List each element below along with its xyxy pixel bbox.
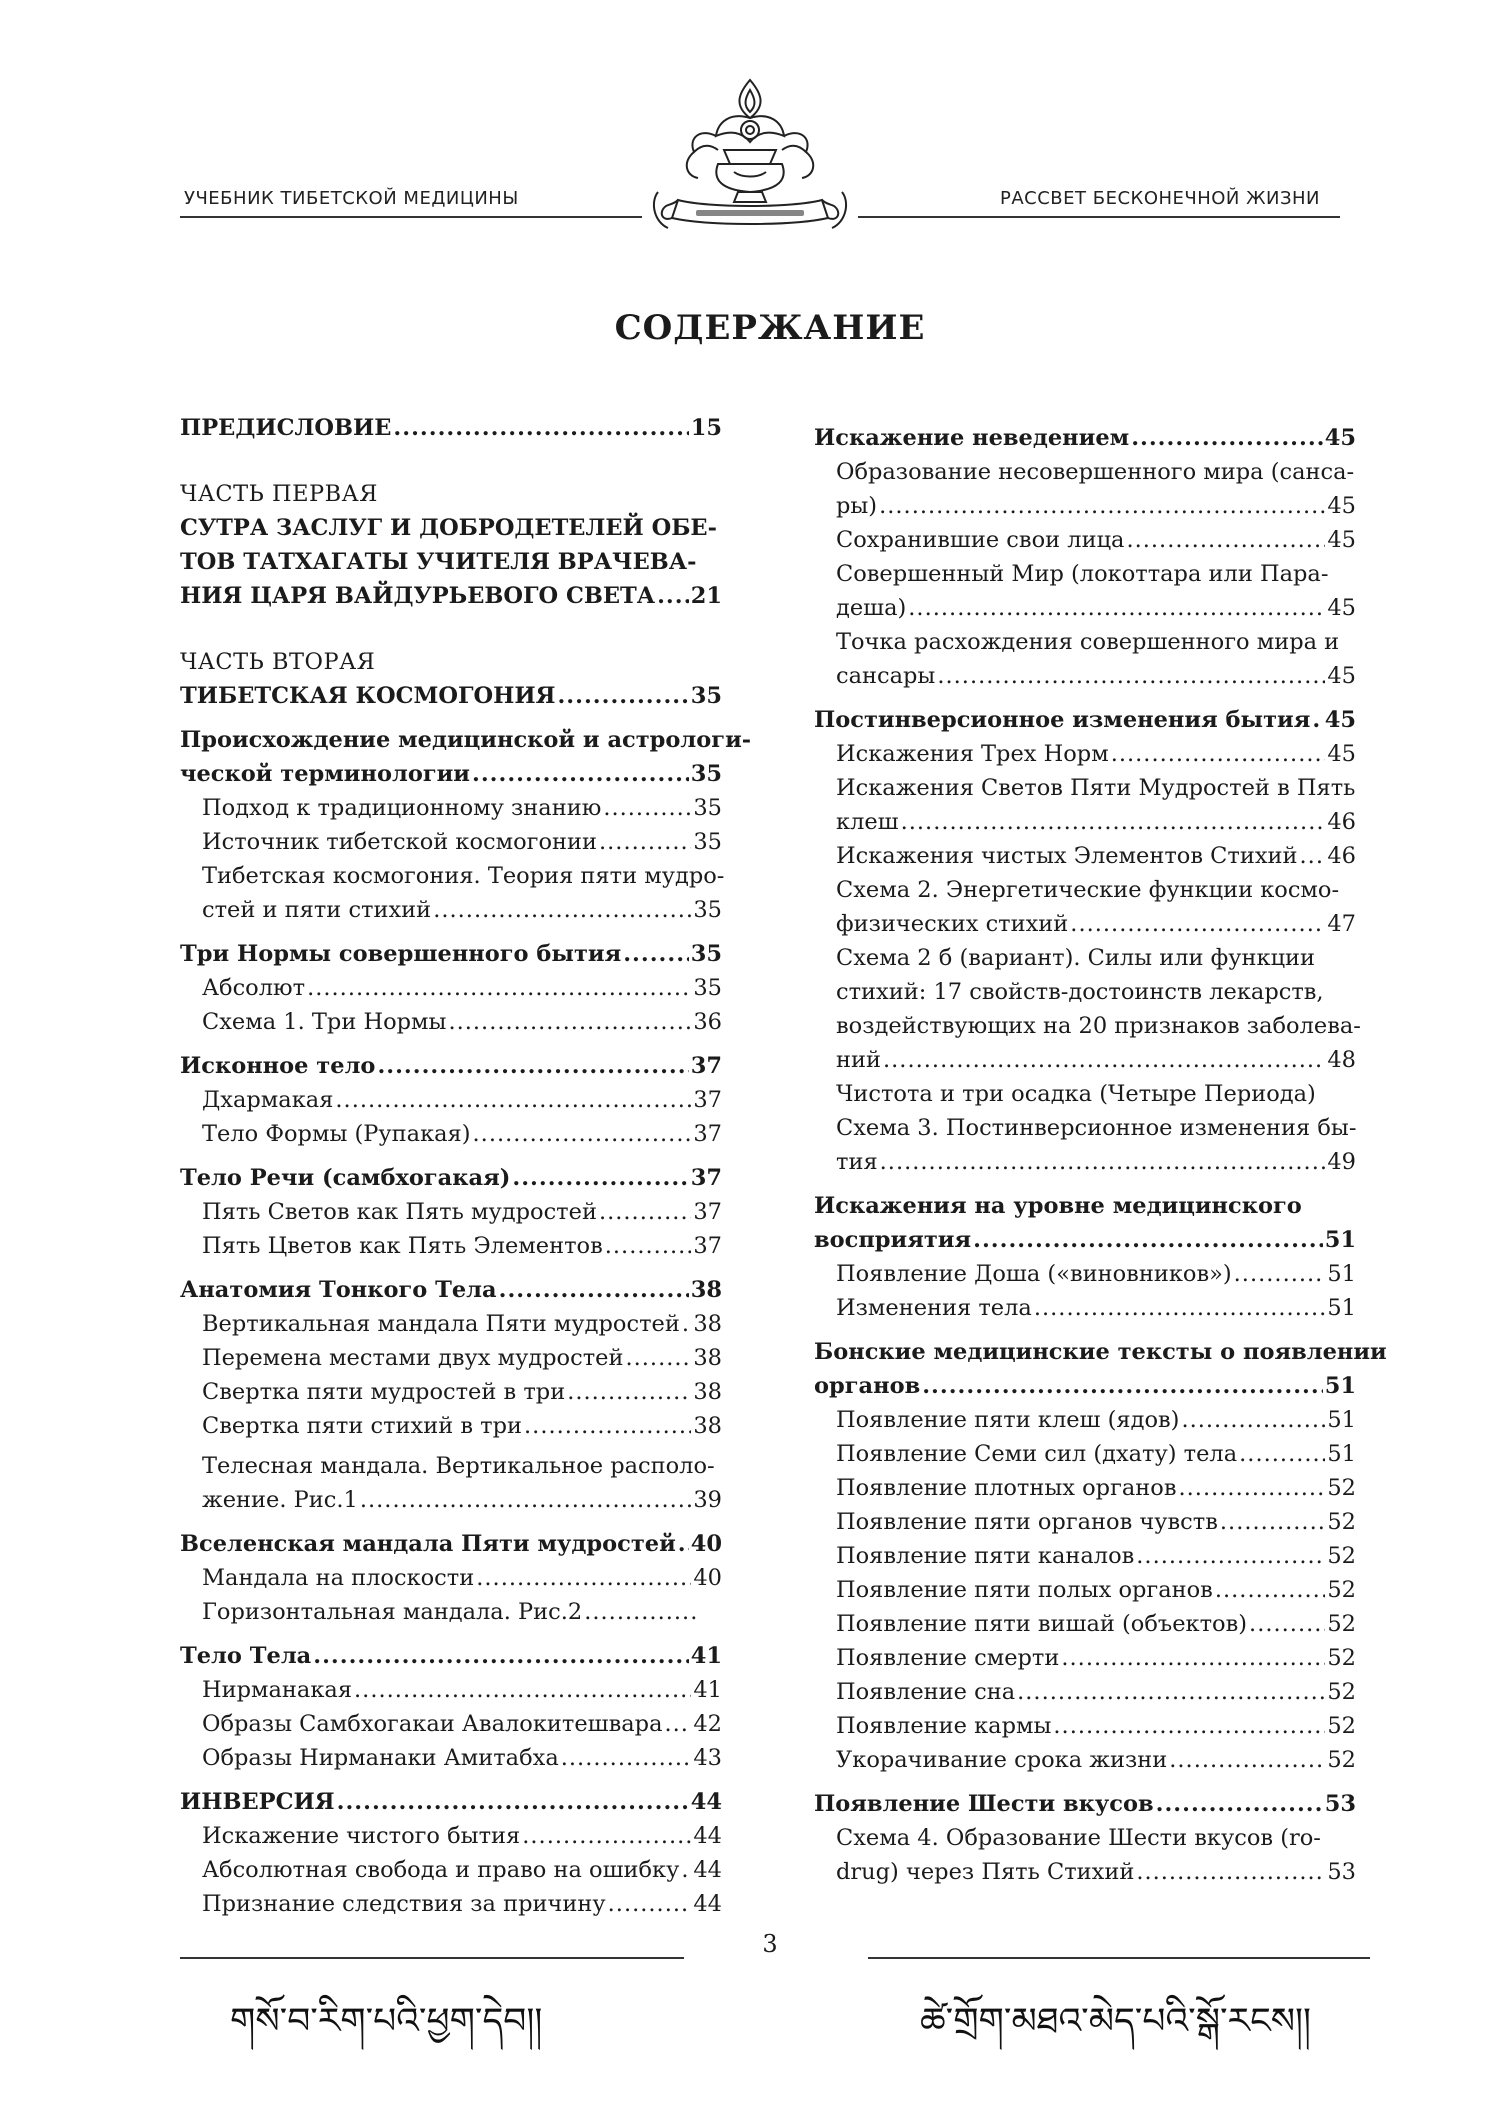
- toc-section: Вселенская мандала Пяти мудростей ..... 40: [180, 1527, 722, 1561]
- toc-entry: НИЯ ЦАРЯ ВАЙДУРЬЕВОГО СВЕТА ..... 21: [180, 579, 722, 613]
- toc-entry: Появление пяти органов чувств ..... 52: [814, 1505, 1356, 1539]
- toc-entry: Появление сна ..... 52: [814, 1675, 1356, 1709]
- footer-left-tibetan: གསོ་བ་རིག་པའི་ཕྱག་དེབ།།: [230, 2001, 543, 2042]
- toc-entry: Схема 1. Три Нормы ..... 36: [180, 1005, 722, 1039]
- toc-entry: ний ..... 48: [814, 1043, 1356, 1077]
- toc-entry-line: Образование несовершенного мира (санса-: [836, 459, 1355, 485]
- toc-entry: Источник тибетской космогонии ..... 35: [180, 825, 722, 859]
- toc-entry-line: Точка расхождения совершенного мира и: [836, 629, 1340, 655]
- toc-entry: Появление Семи сил (дхату) тела ..... 51: [814, 1437, 1356, 1471]
- ornament-emblem-icon: [638, 72, 862, 240]
- toc-entry: Признание следствия за причину ..... 44: [180, 1887, 722, 1921]
- page-number: 3: [762, 1930, 778, 1958]
- toc-entry: Искажение чистого бытия ..... 44: [180, 1819, 722, 1853]
- toc-entry: Абсолют ..... 35: [180, 971, 722, 1005]
- toc-entry: Нирманакая ..... 41: [180, 1673, 722, 1707]
- section-heading-line: Происхождение медицинской и астрологи-: [180, 727, 752, 753]
- part-title-line: ТОВ ТАТХАГАТЫ УЧИТЕЛЯ ВРАЧЕВА-: [180, 549, 697, 575]
- toc-entry: жение. Рис.1 ..... 39: [180, 1483, 722, 1517]
- toc-entry: Появление пяти вишай (объектов) ..... 52: [814, 1607, 1356, 1641]
- toc-entry-line: Схема 4. Образование Шести вкусов (ro-: [836, 1825, 1321, 1851]
- part-title-line: СУТРА ЗАСЛУГ И ДОБРОДЕТЕЛЕЙ ОБЕ-: [180, 515, 717, 541]
- toc-entry: ПРЕДИСЛОВИЕ ..... 15: [180, 411, 722, 445]
- toc-entry: Дхармакая ..... 37: [180, 1083, 722, 1117]
- toc-entry: Свертка пяти мудростей в три ..... 38: [180, 1375, 722, 1409]
- footer-right-tibetan: ཚེ་གྲོག་མཐའ་མེད་པའི་སྒོ་རངས།།: [920, 2001, 1312, 2042]
- toc-section: Три Нормы совершенного бытия ..... 35: [180, 937, 722, 971]
- toc-entry: ТИБЕТСКАЯ КОСМОГОНИЯ ..... 35: [180, 679, 722, 713]
- toc-entry: Подход к традиционному знанию ..... 35: [180, 791, 722, 825]
- toc-entry: Искажения чистых Элементов Стихий ..... 46: [814, 839, 1356, 873]
- toc-entry: Изменения тела ..... 51: [814, 1291, 1356, 1325]
- toc-entry: тия ..... 49: [814, 1145, 1356, 1179]
- toc-entry: Пять Цветов как Пять Элементов ..... 37: [180, 1229, 722, 1263]
- toc-entry-line: Тибетская космогония. Теория пяти мудро-: [202, 863, 725, 889]
- toc-left-column: [180, 411, 752, 1921]
- toc-section: Искажение неведением ..... 45: [814, 421, 1356, 455]
- footer-right-rule: [868, 1957, 1370, 1959]
- toc-entry-line: Искажения Светов Пяти Мудростей в Пять: [836, 775, 1356, 801]
- toc-entry: Укорачивание срока жизни ..... 52: [814, 1743, 1356, 1777]
- toc-entry: Горизонтальная мандала. Рис.2 .....: [180, 1595, 722, 1629]
- toc-entry: drug) через Пять Стихий ..... 53: [814, 1855, 1356, 1889]
- footer-left-rule: [180, 1957, 684, 1959]
- header-left-title: УЧЕБНИК ТИБЕТСКОЙ МЕДИЦИНЫ: [184, 188, 519, 209]
- toc-entry: Сохранившие свои лица ..... 45: [814, 523, 1356, 557]
- toc-section: восприятия ..... 51: [814, 1223, 1356, 1257]
- toc-entry-line: Чистота и три осадка (Четыре Периода): [836, 1081, 1316, 1107]
- toc-entry: Образы Самбхогакаи Авалокитешвара ..... 42: [180, 1707, 722, 1741]
- toc-entry: Появление плотных органов ..... 52: [814, 1471, 1356, 1505]
- toc-entry: ры) ..... 45: [814, 489, 1356, 523]
- toc-section: Тело Речи (самбхогакая) ..... 37: [180, 1161, 722, 1195]
- toc-entry: Абсолютная свобода и право на ошибку ..... 44: [180, 1853, 722, 1887]
- toc-entry: Мандала на плоскости ..... 40: [180, 1561, 722, 1595]
- toc-entry: Появление пяти полых органов ..... 52: [814, 1573, 1356, 1607]
- toc-entry-line: Схема 2 б (вариант). Силы или функции: [836, 945, 1316, 971]
- toc-entry-line: Схема 3. Постинверсионное изменения бы-: [836, 1115, 1357, 1141]
- page-title: СОДЕРЖАНИЕ: [614, 308, 926, 348]
- toc-entry: Перемена местами двух мудростей ..... 38: [180, 1341, 722, 1375]
- toc-section: Тело Тела ..... 41: [180, 1639, 722, 1673]
- toc-entry-line: стихий: 17 свойств-достоинств лекарств,: [836, 979, 1324, 1005]
- toc-section: Анатомия Тонкого Тела ..... 38: [180, 1273, 722, 1307]
- header-right-rule: [858, 216, 1340, 218]
- toc-entry-line: Телесная мандала. Вертикальное располо-: [202, 1453, 715, 1479]
- toc-entry-line: Схема 2. Энергетические функции космо-: [836, 877, 1340, 903]
- toc-entry: Появление пяти клеш (ядов) ..... 51: [814, 1403, 1356, 1437]
- toc-section: ИНВЕРСИЯ ..... 44: [180, 1785, 722, 1819]
- section-heading-line: Бонские медицинские тексты о появлении: [814, 1339, 1387, 1365]
- toc-section: Постинверсионное изменения бытия ..... 45: [814, 703, 1356, 737]
- toc-entry: Искажения Трех Норм ..... 45: [814, 737, 1356, 771]
- toc-entry-line: воздействующих на 20 признаков заболева-: [836, 1013, 1361, 1039]
- toc-entry: Вертикальная мандала Пяти мудростей ..... 38: [180, 1307, 722, 1341]
- header-left-rule: [180, 216, 642, 218]
- toc-entry: Появление пяти каналов ..... 52: [814, 1539, 1356, 1573]
- part-label: ЧАСТЬ ПЕРВАЯ: [180, 481, 378, 507]
- toc-entry: Образы Нирманаки Амитабха ..... 43: [180, 1741, 722, 1775]
- toc-entry: Пять Светов как Пять мудростей ..... 37: [180, 1195, 722, 1229]
- toc-entry: Свертка пяти стихий в три ..... 38: [180, 1409, 722, 1443]
- toc-section: Появление Шести вкусов ..... 53: [814, 1787, 1356, 1821]
- toc-section: органов ..... 51: [814, 1369, 1356, 1403]
- toc-entry: Тело Формы (Рупакая) ..... 37: [180, 1117, 722, 1151]
- toc-entry: клеш ..... 46: [814, 805, 1356, 839]
- toc-entry-line: Совершенный Мир (локоттара или Пара-: [836, 561, 1329, 587]
- header-right-title: РАССВЕТ БЕСКОНЕЧНОЙ ЖИЗНИ: [1000, 188, 1321, 209]
- section-heading-line: Искажения на уровне медицинского: [814, 1193, 1302, 1219]
- toc-entry: сансары ..... 45: [814, 659, 1356, 693]
- toc-entry: физических стихий ..... 47: [814, 907, 1356, 941]
- toc-entry: деша) ..... 45: [814, 591, 1356, 625]
- toc-right-column: [814, 421, 1387, 1889]
- toc-entry: Появление смерти ..... 52: [814, 1641, 1356, 1675]
- toc-entry: стей и пяти стихий ..... 35: [180, 893, 722, 927]
- toc-entry: Появление кармы ..... 52: [814, 1709, 1356, 1743]
- toc-entry: ческой терминологии ..... 35: [180, 757, 722, 791]
- toc-section: Исконное тело ..... 37: [180, 1049, 722, 1083]
- toc-entry: Появление Доша («виновников») ..... 51: [814, 1257, 1356, 1291]
- part-label: ЧАСТЬ ВТОРАЯ: [180, 649, 376, 675]
